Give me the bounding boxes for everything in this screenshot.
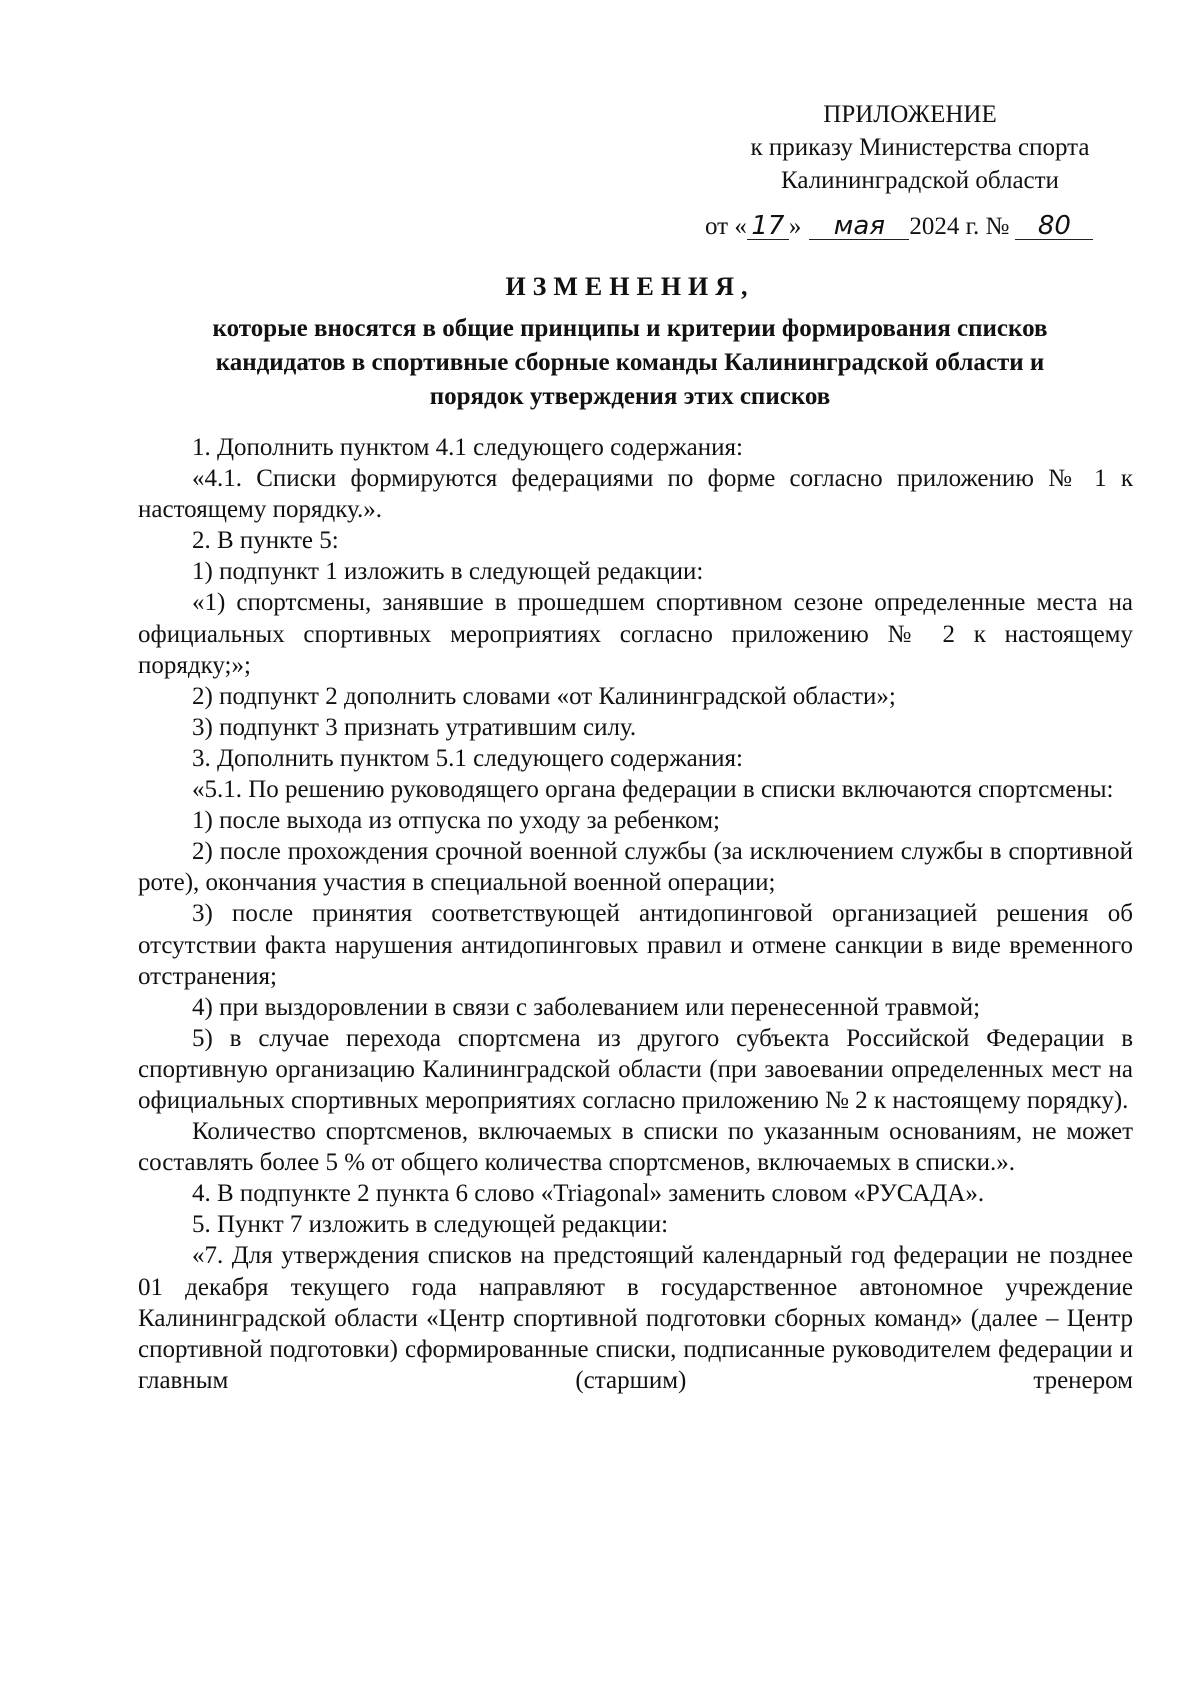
paragraph: 2. В пункте 5: <box>192 527 339 555</box>
paragraph: 2) после прохождения срочной военной службы (за исключением службы в спортивной роте), окончания участия в специальной военной операции; <box>138 838 1133 897</box>
paragraph: «4.1. Списки формируются федерациями по форме согласно приложению № 1 к настоящему порядку.». <box>138 465 1133 524</box>
paragraph: «1) спортсмены, занявшие в прошедшем спортивном сезоне определенные места на официальных спортивных мероприятиях согласно приложению № 2 к настоящему порядку;»; <box>138 589 1133 679</box>
paragraph: 3) после принятия соответствующей антидопинговой организацией решения об отсутствии факта нарушения антидопинговых правил и отмене санкции в виде временного отстранения; <box>138 900 1133 990</box>
paragraph: 4) при выздоровлении в связи с заболеванием или перенесенной травмой; <box>192 993 981 1021</box>
paragraph: 3. Дополнить пунктом 5.1 следующего содержания: <box>192 744 743 772</box>
order-date-line <box>705 212 1093 242</box>
paragraph: 1. Дополнить пунктом 4.1 следующего содержания: <box>192 434 743 461</box>
date-prefix: от « <box>705 213 747 240</box>
paragraph: 1) подпункт 1 изложить в следующей редакции: <box>192 558 704 586</box>
subtitle-line-3: порядок утверждения этих списков <box>429 383 831 410</box>
document-body <box>138 432 1133 1396</box>
appendix-title: ПРИЛОЖЕНИЕ <box>823 101 997 128</box>
paragraph: 1) после выхода из отпуска по уходу за ребенком; <box>192 807 720 835</box>
document-subtitle <box>130 312 1130 414</box>
paragraph: 3) подпункт 3 признать утратившим силу. <box>192 713 637 741</box>
appendix-block <box>700 98 1140 197</box>
document-title: ИЗМЕНЕНИЯ, <box>505 272 755 301</box>
paragraph: «5.1. По решению руководящего органа федерации в списки включаются спортсмены: <box>192 776 1114 804</box>
appendix-line-2: Калининградской области <box>781 167 1059 194</box>
paragraph: 4. В подпункте 2 пункта 6 слово «Triagonal» заменить словом «РУСАДА». <box>192 1180 985 1208</box>
subtitle-line-1: которые вносятся в общие принципы и критерии формирования списков <box>212 315 1048 342</box>
handwritten-day: 17 <box>747 213 789 240</box>
paragraph: 5) в случае перехода спортсмена из другого субъекта Российской Федерации в спортивную организацию Калининградской области (при завоевании определенных мест на официальных спортивных мероприятиях согласно приложению № 2 к настоящему порядку). <box>138 1024 1133 1114</box>
handwritten-month: мая <box>809 213 909 240</box>
paragraph: 5. Пункт 7 изложить в следующей редакции: <box>192 1211 669 1239</box>
date-year: 2024 г. № <box>909 213 1010 240</box>
handwritten-order-number: 80 <box>1015 213 1093 240</box>
appendix-line-1: к приказу Министерства спорта <box>750 134 1090 161</box>
paragraph: «7. Для утверждения списков на предстоящий календарный год федерации не позднее 01 декабря текущего года направляют в государственное автономное учреждение Калининградской области «Центр спортивной подготовки сборных команд» (далее – Центр спортивной подготовки) сформированные списки, подписанные руководителем федерации и главным (старшим) тренером <box>138 1242 1133 1394</box>
subtitle-line-2: кандидатов в спортивные сборные команды Калининградской области и <box>215 349 1045 376</box>
paragraph: 2) подпункт 2 дополнить словами «от Калининградской области»; <box>192 682 896 710</box>
date-mid: » <box>788 213 802 240</box>
paragraph: Количество спортсменов, включаемых в списки по указанным основаниям, не может составлять более 5 % от общего количества спортсменов, включаемых в списки.». <box>138 1118 1133 1177</box>
